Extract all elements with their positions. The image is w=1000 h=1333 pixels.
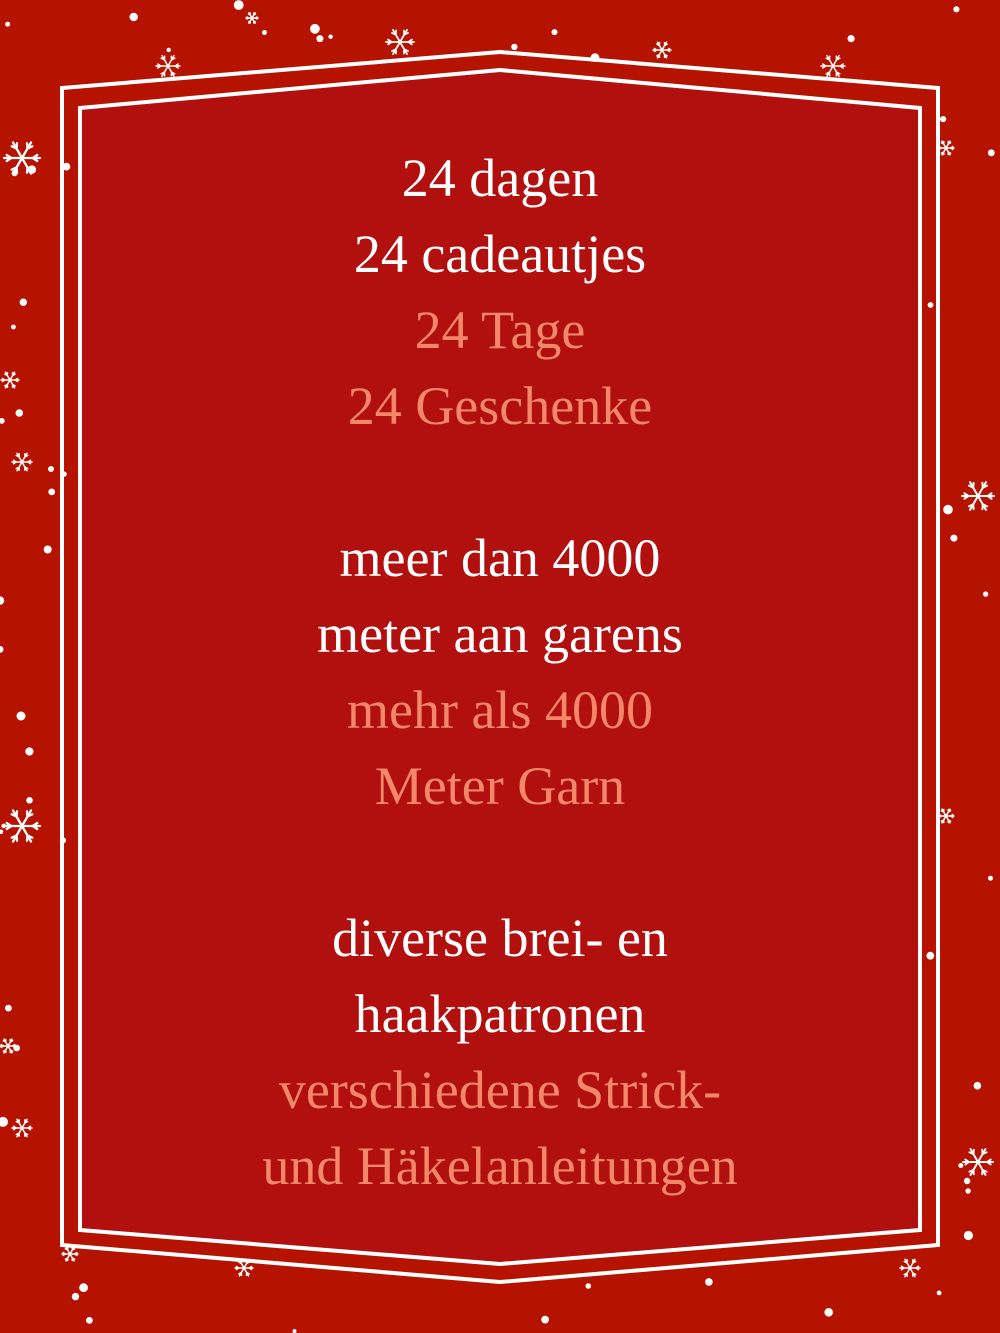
dutch-yarn-line-1: meer dan 4000: [339, 528, 661, 588]
patterns-block: [80, 900, 920, 1204]
dutch-patterns-line-2: haakpatronen: [354, 984, 646, 1044]
german-yarn-line-1: mehr als 4000: [347, 680, 653, 740]
german-gifts-line: 24 Geschenke: [347, 376, 653, 436]
dutch-yarn-line-2: meter aan garens: [317, 604, 683, 664]
german-days-line: 24 Tage: [414, 300, 586, 360]
dutch-days-line: 24 dagen: [401, 148, 599, 208]
text-panel: [80, 110, 920, 1230]
days-block: [80, 140, 920, 444]
german-patterns-line-2: und Häkelanleitungen: [262, 1136, 738, 1196]
yarn-block: [80, 520, 920, 824]
dutch-patterns-line-1: diverse brei- en: [332, 908, 668, 968]
german-patterns-line-1: verschiedene Strick-: [278, 1060, 722, 1120]
german-yarn-line-2: Meter Garn: [374, 756, 626, 816]
dutch-gifts-line: 24 cadeautjes: [353, 224, 647, 284]
